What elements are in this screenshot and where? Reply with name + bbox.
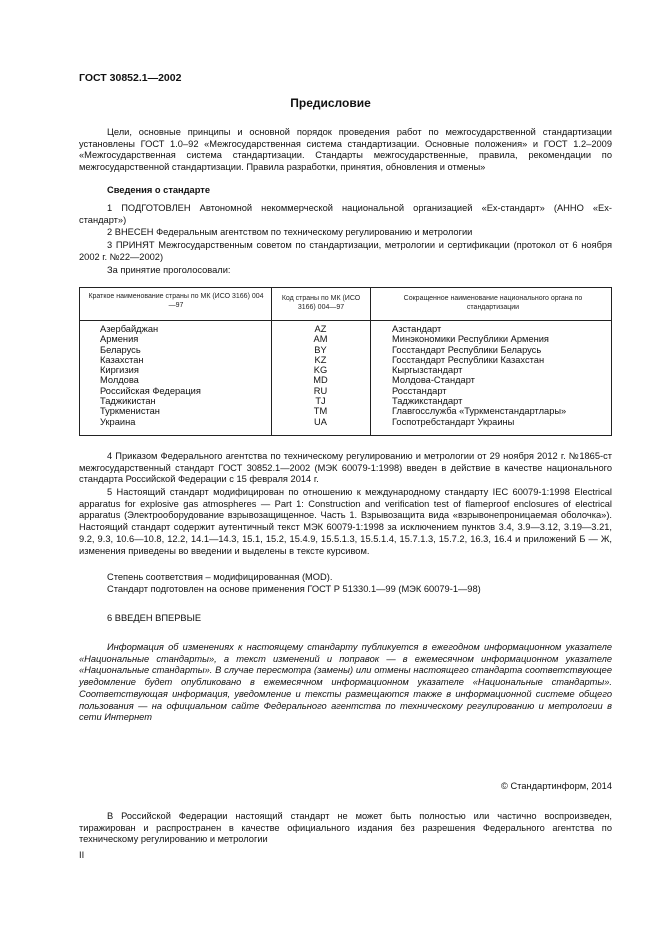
table-column-body — [392, 324, 566, 427]
table-cell: Армения — [100, 334, 139, 345]
page-number: II — [79, 850, 85, 860]
changes-notice: Информация об изменениях к настоящему стандарту публикуется в ежегодном информационном указателе «Национальные стандарты», а текст изменений и поправок — в ежемесячном информационном указателе «Национальные стандарты». В случае пересмотра (замены) или отмены настоящего стандарта соответствующее уведомление будет опубликовано в ежемесячном информационном указателе «Национальные стандарты». Соответствующая информация, уведомление и тексты размещаются также в информационной системе общего пользования — на официальном сайте Федерального агентства по техническому регулированию и метрологии в сети Интернет — [79, 642, 612, 723]
table-cell: Молдова — [100, 375, 139, 386]
item-5: 5 Настоящий стандарт модифицирован по отношению к международному стандарту IEC 60079-1:1998 Electrical apparatus for explosive gas atmospheres — Part 1: Construction and verification test of flameproof enclosures of electrical apparatus (Электрооборудование взрывозащищенное. Часть 1. Взрывозащита вида «взрывонепроницаемая оболочка»). Настоящий стандарт содержит аутентичный текст МЭК 60079-1:1998 за исключением пунктов 3.4, 3.9—3.12, 3.19—3.21, 9.2, 9.3, 10.6—10.8, 12.2, 14.1—14.3, 15.1, 15.2, 15.4.9, 15.5.1.3, 15.5.1.4, 15.7.1.3, 15.7.2, 16.3, 16.4 и приложений Б — Ж, изменения приведены во введении и выделены в тексте курсивом. — [79, 487, 612, 556]
info-heading: Сведения о стандарте — [107, 185, 211, 195]
table-cell: Азербайджан — [100, 324, 159, 334]
item-2: 2 ВНЕСЕН Федеральным агентством по техническому регулированию и метрологии — [107, 227, 473, 237]
table-divider — [370, 288, 371, 435]
table-cell: TJ — [315, 396, 326, 407]
table-header-country: Краткое наименование страны по МК (ИСО 3166) 004—97 — [88, 293, 264, 309]
table-cell: Беларусь — [100, 344, 141, 355]
standard-number: ГОСТ 30852.1—2002 — [79, 72, 182, 84]
table-cell: Главгосслужба «Туркменстандартлары» — [392, 406, 567, 417]
member-states-table — [79, 287, 612, 436]
table-cell: Киргизия — [100, 365, 139, 376]
table-column-code — [271, 324, 370, 427]
table-cell: Российская Федерация — [100, 385, 201, 396]
table-column-country — [100, 324, 201, 427]
table-cell: Госстандарт Республики Беларусь — [392, 344, 542, 355]
table-cell: Таджикистан — [100, 396, 156, 407]
reproduction-notice: В Российской Федерации настоящий стандарт не может быть полностью или частично воспроизведен, тиражирован и распространен в качестве официального издания без разрешения Федерального агентства по техническому регулированию и метрологии — [79, 811, 612, 845]
table-cell: Госстандарт Республики Казахстан — [392, 354, 545, 365]
table-cell: AM — [313, 334, 328, 345]
table-cell: Азстандарт — [392, 324, 442, 334]
degree-of-conformity: Степень соответствия – модифицированная (MOD). — [107, 572, 333, 582]
voted-label: За принятие проголосовали: — [107, 265, 231, 275]
table-header-code: Код страны по МК (ИСО 3166) 004—97 — [281, 295, 361, 311]
item-4: 4 Приказом Федерального агентства по техническому регулированию и метрологии от 29 ноября 2012 г. №1865-ст межгосударственный стандарт ГОСТ 30852.1—2002 (МЭК 60079-1:1998) введен в действие в качестве национального стандарта Российской Федерации с 15 февраля 2014 г. — [79, 451, 612, 485]
table-cell: Украина — [100, 416, 136, 427]
copyright: © Стандартинформ, 2014 — [501, 781, 612, 791]
table-cell: Госпотребстандарт Украины — [392, 416, 515, 427]
table-cell: RU — [313, 385, 328, 396]
table-cell: KG — [313, 365, 328, 376]
table-cell: BY — [314, 344, 327, 355]
table-cell: Казахстан — [100, 354, 144, 365]
table-cell: Таджикстандарт — [392, 396, 463, 407]
table-cell: KZ — [314, 354, 327, 365]
item-3: 3 ПРИНЯТ Межгосударственным советом по стандартизации, метрологии и сертификации (протокол от 6 ноября 2002 г. №22—2002) — [79, 240, 612, 262]
table-cell: MD — [313, 375, 328, 386]
table-cell: TM — [313, 406, 328, 417]
table-cell: Кыргызстандарт — [392, 365, 463, 376]
table-cell: Молдова-Стандарт — [392, 375, 475, 386]
prepared-basis: Стандарт подготовлен на основе применения ГОСТ Р 51330.1—99 (МЭК 60079-1—98) — [107, 584, 481, 594]
table-cell: Туркменистан — [100, 406, 160, 417]
page-title: Предисловие — [290, 96, 371, 110]
table-header-body: Сокращенное наименование национального органа по стандартизации — [403, 295, 583, 311]
table-cell: Росстандарт — [392, 385, 447, 396]
table-cell: AZ — [314, 324, 327, 334]
intro-paragraph: Цели, основные принципы и основной порядок проведения работ по межгосударственной стандартизации установлены ГОСТ 1.0–92 «Межгосударственная система стандартизации. Основные положения» и ГОСТ 1.2–2009 «Межгосударственная система стандартизации. Стандарты межгосударственные, правила, рекомендации по межгосударственной стандартизации. Правила разработки, принятия, обновления и отмены» — [79, 127, 612, 173]
table-cell: Минэкономики Республики Армения — [392, 334, 549, 345]
table-header-divider — [80, 320, 611, 321]
item-1: 1 ПОДГОТОВЛЕН Автономной некоммерческой национальной организацией «Ех-стандарт» (АННО «Ех-стандарт») — [79, 203, 612, 225]
table-cell: UA — [314, 416, 327, 427]
item-6: 6 ВВЕДЕН ВПЕРВЫЕ — [107, 613, 202, 623]
